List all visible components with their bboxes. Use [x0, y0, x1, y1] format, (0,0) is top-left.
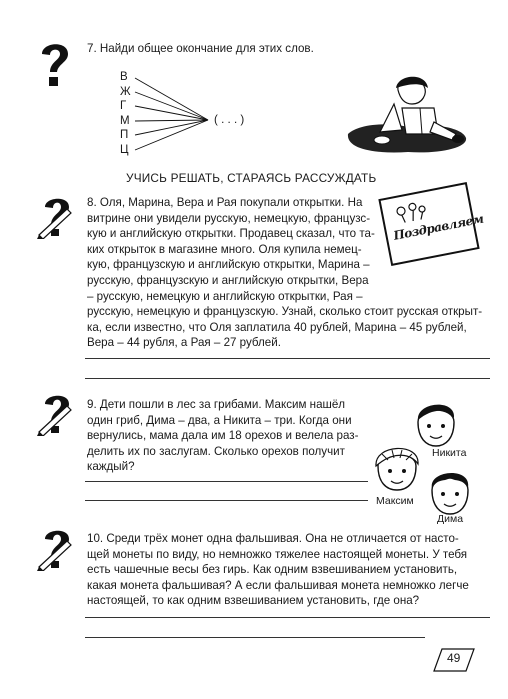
page-number: 49 [447, 651, 461, 665]
task9-text [87, 397, 377, 475]
text-line: 10. Среди трёх монет одна фальшивая. Она не отличается от насто- [87, 532, 459, 545]
text-line: какая монета фальшивая? А если фальшивая монета немножко легче [87, 578, 469, 592]
text-line: 9. Дети пошли в лес за грибами. Максим нашёл [87, 398, 346, 411]
text-line: каждый? [87, 460, 135, 474]
letter: Ж [120, 85, 131, 98]
text-line: русскую, немецкую и французскую. Узнай, сколько стоит русская открыт- [87, 305, 483, 319]
postcard-illustration [378, 182, 485, 266]
task7-text: 7. Найди общее окончание для этих слов. [87, 42, 314, 55]
name-dima: Дима [437, 513, 464, 525]
text-line: кую, французскую и английскую открытки, Марина – [87, 258, 370, 272]
text-line: – русскую, немецкую и английскую открытки, Рая – [87, 289, 363, 303]
name-nikita: Никита [432, 447, 467, 459]
answer-line [85, 500, 368, 501]
dima-face [426, 466, 474, 516]
text-line: ких открыток в магазине много. Оля купила немец- [87, 242, 362, 256]
letter: Ц [120, 143, 129, 156]
text-line: ка, если известно, что Оля заплатила 40 рублей, Марина – 45 рублей, [87, 320, 467, 334]
text-line: витрине они увидели русскую, немецкую, французс- [87, 211, 371, 225]
text-line: щей монеты по виду, но немножко тяжелее настоящей монеты. У тебя [87, 547, 468, 561]
section-heading: УЧИСЬ РЕШАТЬ, СТАРАЯСЬ РАССУЖДАТЬ [126, 171, 377, 185]
pencil-question-icon [37, 392, 75, 436]
reading-child-illustration [338, 72, 473, 157]
answer-line [85, 378, 490, 379]
text-line: есть чашечные весы без гирь. Как одним взвешиванием установить, [87, 563, 458, 577]
answer-line [85, 481, 368, 482]
text-line: настоящей, то как одним взвешиванием установить, где она? [87, 594, 420, 608]
letter: М [120, 114, 130, 127]
pencil-question-icon [37, 527, 75, 571]
ending-blank: ( . . . ) [214, 113, 245, 126]
answer-line [85, 617, 490, 618]
letter: В [120, 71, 128, 83]
text-line: русскую, французскую и английскую открытки, Вера [87, 273, 369, 287]
name-maxim: Максим [376, 495, 414, 507]
text-line: делить их по заслугам. Сколько орехов получит [87, 444, 345, 458]
maxim-face [372, 440, 422, 492]
answer-line [85, 637, 425, 638]
text-line: 8. Оля, Марина, Вера и Рая покупали открытки. На [87, 196, 363, 209]
card-greeting: Поздравляем [392, 211, 485, 243]
letter: Г [120, 100, 127, 113]
text-line: один гриб, Дима – два, а Никита – три. Когда они [87, 413, 352, 427]
word-letters [120, 70, 131, 158]
text-line: кую и английскую открытки. Продавец сказал, что та- [87, 227, 375, 241]
pencil-question-icon [37, 195, 75, 239]
letter: П [120, 129, 129, 142]
text-line: Вера – 44 рубля, а Рая – 27 рублей. [87, 336, 281, 350]
answer-line [85, 358, 490, 359]
question-mark-icon [38, 40, 72, 90]
task10-text [87, 531, 487, 609]
text-line: вернулись, мама дала им 18 орехов и велела раз- [87, 429, 359, 443]
connector-lines [133, 70, 213, 160]
